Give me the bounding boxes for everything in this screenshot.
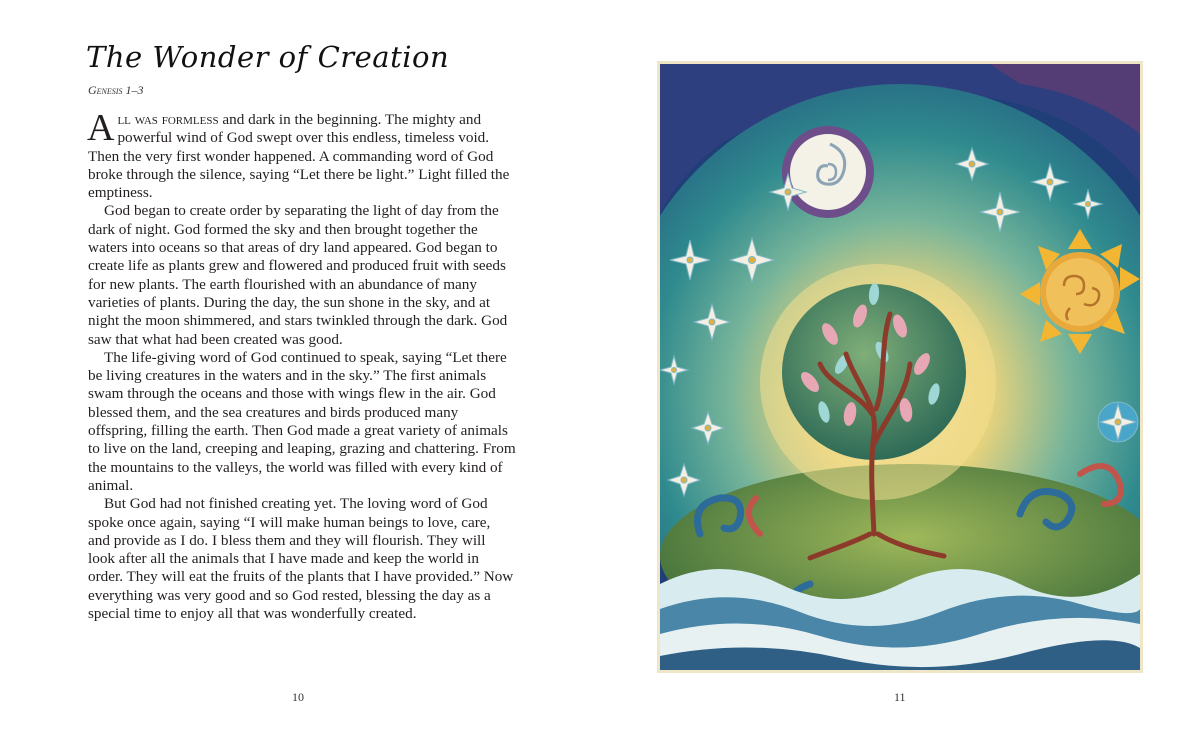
paragraph-3: The life-giving word of God continued to speak, saying “Let there be living creatures in the waters and in the sky.” The first animals swam through the oceans and those with wings flew in the air. God blessed them, and the sea creatures and birds produced many offspring, filling the earth. Then God made a great variety of animals to live on the land, creeping and leaping, grazing and chattering. From the mountains to the valleys, the world was filled with every kind of animal. <box>88 348 516 494</box>
moon-icon <box>782 126 874 218</box>
paragraph-1 <box>87 107 516 202</box>
drop-cap: A <box>87 107 115 149</box>
scripture-reference-text: Genesis 1–3 <box>88 83 144 97</box>
paragraph-2: God began to create order by separating the light of day from the dark of night. God formed the sky and then brought together the waters into oceans so that areas of dry land appeared. God began to create life as plants grew and flowered and produced fruit with seeds for new plants. The earth flourished with an abundance of many varieties of plants. During the day, the sun shone in the sky, and at night the moon shimmered, and stars twinkled through the dark. God saw that what had been created was good. <box>88 202 508 348</box>
paragraph-4: But God had not finished creating yet. The loving word of God spoke once again, saying “I will make human beings to love, care, and provide as I do. I bless them and they will flourish. They will look after all the animals that I have made and keep the world in order. They will eat the fruits of the plants that I have provided.” Now everything was very good and so God rested, blessing the day as a special time to enjoy all that was wonderfully created. <box>88 495 514 623</box>
page-title: The Wonder of Creation <box>86 40 450 74</box>
paragraph-1-text: and dark in the beginning. The mighty and powerful wind of God swept over this endless, timeless void. Then the very first wonder happened. A commanding word of God broke through the silence, saying “Let there be light.” Light filled the emptiness. <box>88 111 510 202</box>
creation-illustration <box>660 64 1140 670</box>
story-body <box>87 107 516 623</box>
page-number-right: 11 <box>894 690 906 704</box>
right-page <box>600 0 1200 737</box>
lead-smallcaps: ll was formless <box>117 111 219 128</box>
page-number-left: 10 <box>292 690 304 704</box>
illustration-frame <box>657 61 1143 673</box>
scripture-reference <box>88 83 143 98</box>
